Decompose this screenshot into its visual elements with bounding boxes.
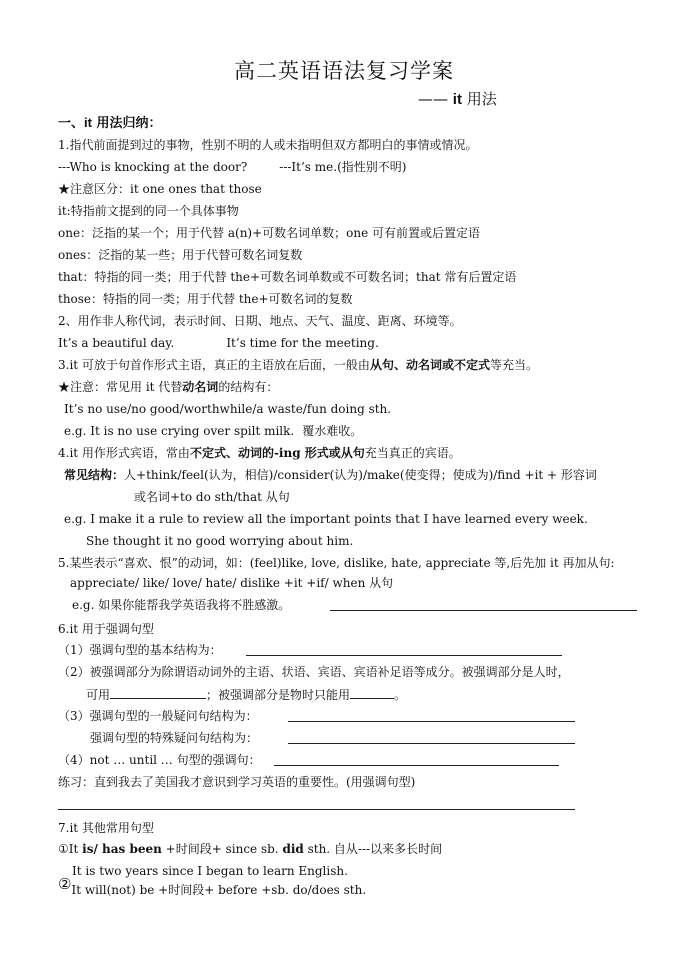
gerund-example-en: e.g. It is no use crying over spilt milk. [64,424,295,438]
answer-line-5[interactable] [330,610,637,611]
pattern-before [58,875,367,898]
pattern-since-mid: +时间段+ since sb. [161,842,283,856]
blank-person-label: 可用 [86,688,111,702]
answer-line-basic[interactable] [246,655,562,656]
pattern-since [58,841,442,857]
answer-blank-thing[interactable] [350,686,394,699]
page-title: 高二英语语法复习学案 [234,59,454,83]
point-6: 6.it 用于强调句型 [58,622,154,636]
section-1-it: it [84,115,92,130]
gerund-structure: It’s no use/no good/worthwhile/a waste/fun doing sth. [64,402,392,416]
answer-line-exercise[interactable] [58,809,575,810]
emphasis-not-until: （4）not … until … 句型的强调句： [58,753,261,767]
blank-thing-label: ；被强调部分是物时只能用 [206,688,351,702]
common-structure-text: 人+think/feel(认为，相信)/consider(认为)/make(使变得；使成为)/find +it + 形容词 [124,468,597,482]
page-subtitle [418,90,497,109]
answer-line-general-q[interactable] [288,721,575,722]
exercise: 练习：直到我去了美国我才意识到学习英语的重要性。(用强调句型) [58,775,416,789]
note-gerund-text: ★注意：常见用 it 代替 [58,380,183,394]
example-answer: ---It’s me.(指性别不明) [279,160,407,174]
point-4-text: 4.it 用作形式宾语，常由 [58,446,190,460]
point-4-tail: 充当真正的宾语。 [364,446,461,460]
answer-line-special-q[interactable] [288,743,575,744]
def-ones: ones：泛指的某一些；用于代替可数名词复数 [58,248,303,262]
gerund-example [64,423,362,439]
example-make-rule: e.g. I make it a rule to review all the important points that I have learned every week. [64,512,588,526]
point-1: 1.指代前面提到过的事物，性别不明的人或未指明但双方都明白的事情或情况。 [58,138,478,152]
emphasis-general-q: （3）强调句型的一般疑问句结构为： [58,709,258,723]
common-structure-label: 常见结构： [64,468,125,482]
pattern-since-did: did [282,842,304,856]
example-beautiful-day: It’s a beautiful day. [58,336,175,350]
emphasis-person-thing [86,686,406,703]
pattern-before-text: It will(not) be +时间段+ before +sb. do/does sth. [71,883,367,897]
point-3 [58,357,538,373]
note-gerund [58,379,278,395]
point-3-bold: 从句、动名词或不定式 [369,358,490,372]
note-gerund-tail: 的结构有： [218,380,279,394]
point-5-example: e.g. 如果你能帮我学英语我将不胜感激。 [72,598,291,612]
subtitle-rest: 用法 [461,90,497,108]
emphasis-special-q: 强调句型的特殊疑问句结构为： [90,731,259,745]
pattern-since-verb: is/ has been [82,842,162,856]
example-dialogue [58,159,406,175]
blank-thing-tail: 。 [394,688,407,702]
circled-one: ① [58,842,69,856]
gerund-example-cn: 覆水难收。 [302,424,363,438]
note-gerund-bold: 动名词 [182,380,219,394]
section-1-label: 用法归纳： [91,116,162,131]
point-5-structure: appreciate/ like/ love/ hate/ dislike +it +if/ when 从句 [70,576,394,590]
example-thought: She thought it no good worrying about him. [86,534,354,548]
common-structure-cont: 或名词+to do sth/that 从句 [134,490,290,504]
point-3-tail: 等充当。 [489,358,538,372]
point-4 [58,445,461,461]
answer-line-not-until[interactable] [274,765,559,766]
def-that: that：特指的同一类；用于代替 the+可数名词单数或不可数名词；that 常有后置定语 [58,270,517,284]
circled-two: ② [58,875,72,893]
def-it: it:特指前文提到的同一个具体事物 [58,204,239,218]
common-structure [64,467,597,483]
point-3-text: 3.it 可放于句首作形式主语，真正的主语放在后面，一般由 [58,358,370,372]
section-1-number: 一、 [58,116,85,131]
answer-blank-person[interactable] [110,686,206,699]
section-1-heading [58,115,162,132]
emphasis-basic: （1）强调句型的基本结构为： [58,643,222,657]
example-meeting: It’s time for the meeting. [226,336,379,350]
def-those: those：特指的同一类；用于代替 the+可数名词的复数 [58,292,353,306]
pattern-since-example: It is two years since I began to learn English. [72,864,348,878]
example-question: ---Who is knocking at the door? [58,160,248,174]
point-2: 2、用作非人称代词，表示时间、日期、地点、天气、温度、距离、环境等。 [58,314,462,328]
point-5: 5.某些表示“喜欢、恨”的动词，如：(feel)like, love, dislike, hate, appreciate 等,后先加 it 再加从句: [58,556,615,570]
point-2-examples [58,335,379,351]
subtitle-it: it [452,91,462,108]
subtitle-dash: —— [418,90,453,108]
emphasis-parts: （2）被强调部分为除谓语动词外的主语、状语、宾语、宾语补足语等成分。被强调部分是人时， [58,665,570,679]
point-7: 7.it 其他常用句型 [58,821,154,835]
pattern-since-tail: sth. 自从---以来多长时间 [303,842,443,856]
point-4-bold: 不定式、动词的-ing 形式或从句 [189,446,365,460]
def-one: one：泛指的某一个；用于代替 a(n)+可数名词单数；one 可有前置或后置定语 [58,226,481,240]
note-distinguish: ★注意区分：it one ones that those [58,182,262,196]
pattern-since-it: It [68,842,83,856]
